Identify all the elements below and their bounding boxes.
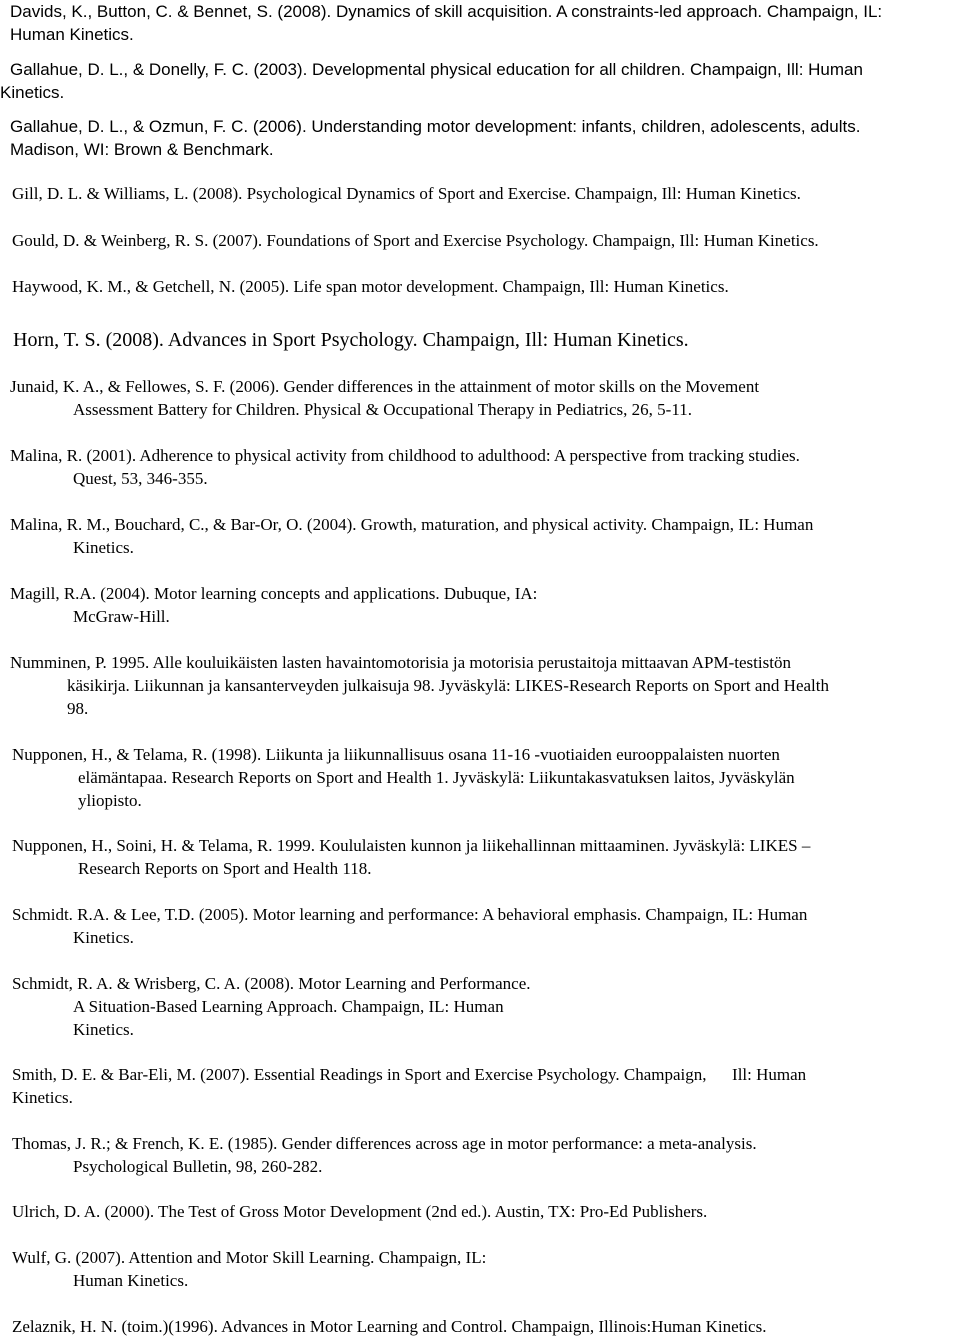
reference-line: Assessment Battery for Children. Physical & Occupational Therapy in Pediatrics, 26, 5-11. (73, 400, 692, 419)
reference-line: Psychological Bulletin, 98, 260-282. (73, 1157, 323, 1176)
reference-line: Gallahue, D. L., & Ozmun, F. C. (2006). Understanding motor development: infants, children, adolescents, adults. (10, 117, 861, 136)
reference-line: Quest, 53, 346-355. (73, 469, 208, 488)
reference-line: Human Kinetics. (10, 25, 134, 44)
reference-line: Kinetics. (73, 538, 134, 557)
reference-line: Smith, D. E. & Bar-Eli, M. (2007). Essential Readings in Sport and Exercise Psychology. Champaign, Ill: Human (12, 1065, 807, 1084)
reference-line: Junaid, K. A., & Fellowes, S. F. (2006). Gender differences in the attainment of motor skills on the Movement (10, 377, 760, 396)
reference-line: Numminen, P. 1995. Alle kouluikäisten lasten havaintomotorisia ja motorisia perustaitoja mittaavan APM-testistön (10, 653, 791, 672)
reference-line: Nupponen, H., Soini, H. & Telama, R. 1999. Koululaisten kunnon ja liikehallinnan mittaaminen. Jyväskylä: LIKES – (12, 836, 811, 855)
reference-line: Gould, D. & Weinberg, R. S. (2007). Foundations of Sport and Exercise Psychology. Champaign, Ill: Human Kinetics. (12, 231, 819, 250)
reference-line: Zelaznik, H. N. (toim.)(1996). Advances in Motor Learning and Control. Champaign, Illinois:Human Kinetics. (12, 1317, 767, 1336)
reference-line: Gill, D. L. & Williams, L. (2008). Psychological Dynamics of Sport and Exercise. Champaign, Ill: Human Kinetics. (12, 184, 801, 203)
reference-line: Davids, K., Button, C. & Bennet, S. (2008). Dynamics of skill acquisition. A constraints-led approach. Champaign, IL: (10, 2, 883, 21)
reference-line: Schmidt. R.A. & Lee, T.D. (2005). Motor learning and performance: A behavioral emphasis. Champaign, IL: Human (12, 905, 808, 924)
reference-line: Kinetics. (73, 1020, 134, 1039)
reference-line: Human Kinetics. (73, 1271, 189, 1290)
reference-line: Kinetics. (73, 928, 134, 947)
reference-line: Nupponen, H., & Telama, R. (1998). Liikunta ja liikunnallisuus osana 11-16 -vuotiaiden eurooppalaisten nuorten (12, 745, 780, 764)
reference-line: Ulrich, D. A. (2000). The Test of Gross Motor Development (2nd ed.). Austin, TX: Pro-Ed Publishers. (12, 1202, 708, 1221)
reference-line: McGraw-Hill. (73, 607, 170, 626)
reference-line: Kinetics. (12, 1088, 73, 1107)
reference-line: Horn, T. S. (2008). Advances in Sport Psychology. Champaign, Ill: Human Kinetics. (13, 329, 689, 351)
reference-line: käsikirja. Liikunnan ja kansanterveyden julkaisuja 98. Jyväskylä: LIKES-Research Reports on Sport and Health (67, 676, 829, 695)
reference-line: Malina, R. M., Bouchard, C., & Bar-Or, O. (2004). Growth, maturation, and physical activity. Champaign, IL: Human (10, 515, 814, 534)
reference-line: Research Reports on Sport and Health 118. (78, 859, 372, 878)
reference-line: Thomas, J. R.; & French, K. E. (1985). Gender differences across age in motor performance: a meta-analysis. (12, 1134, 757, 1153)
reference-line: Haywood, K. M., & Getchell, N. (2005). Life span motor development. Champaign, Ill: Human Kinetics. (12, 277, 729, 296)
reference-line: elämäntapaa. Research Reports on Sport and Health 1. Jyväskylä: Liikuntakasvatuksen laitos, Jyväskylän (78, 768, 795, 787)
reference-line: Gallahue, D. L., & Donelly, F. C. (2003). Developmental physical education for all children. Champaign, Ill: Human (10, 60, 863, 79)
reference-line: Magill, R.A. (2004). Motor learning concepts and applications. Dubuque, IA: (10, 584, 538, 603)
reference-line: Madison, WI: Brown & Benchmark. (10, 140, 274, 159)
reference-line: Kinetics. (0, 83, 65, 102)
reference-line: Malina, R. (2001). Adherence to physical activity from childhood to adulthood: A perspective from tracking studies. (10, 446, 800, 465)
reference-line: 98. (67, 699, 89, 718)
reference-line: Schmidt, R. A. & Wrisberg, C. A. (2008). Motor Learning and Performance. (12, 974, 531, 993)
reference-line: Wulf, G. (2007). Attention and Motor Skill Learning. Champaign, IL: (12, 1248, 487, 1267)
reference-line: A Situation-Based Learning Approach. Champaign, IL: Human (73, 997, 504, 1016)
reference-line: yliopisto. (78, 791, 142, 810)
